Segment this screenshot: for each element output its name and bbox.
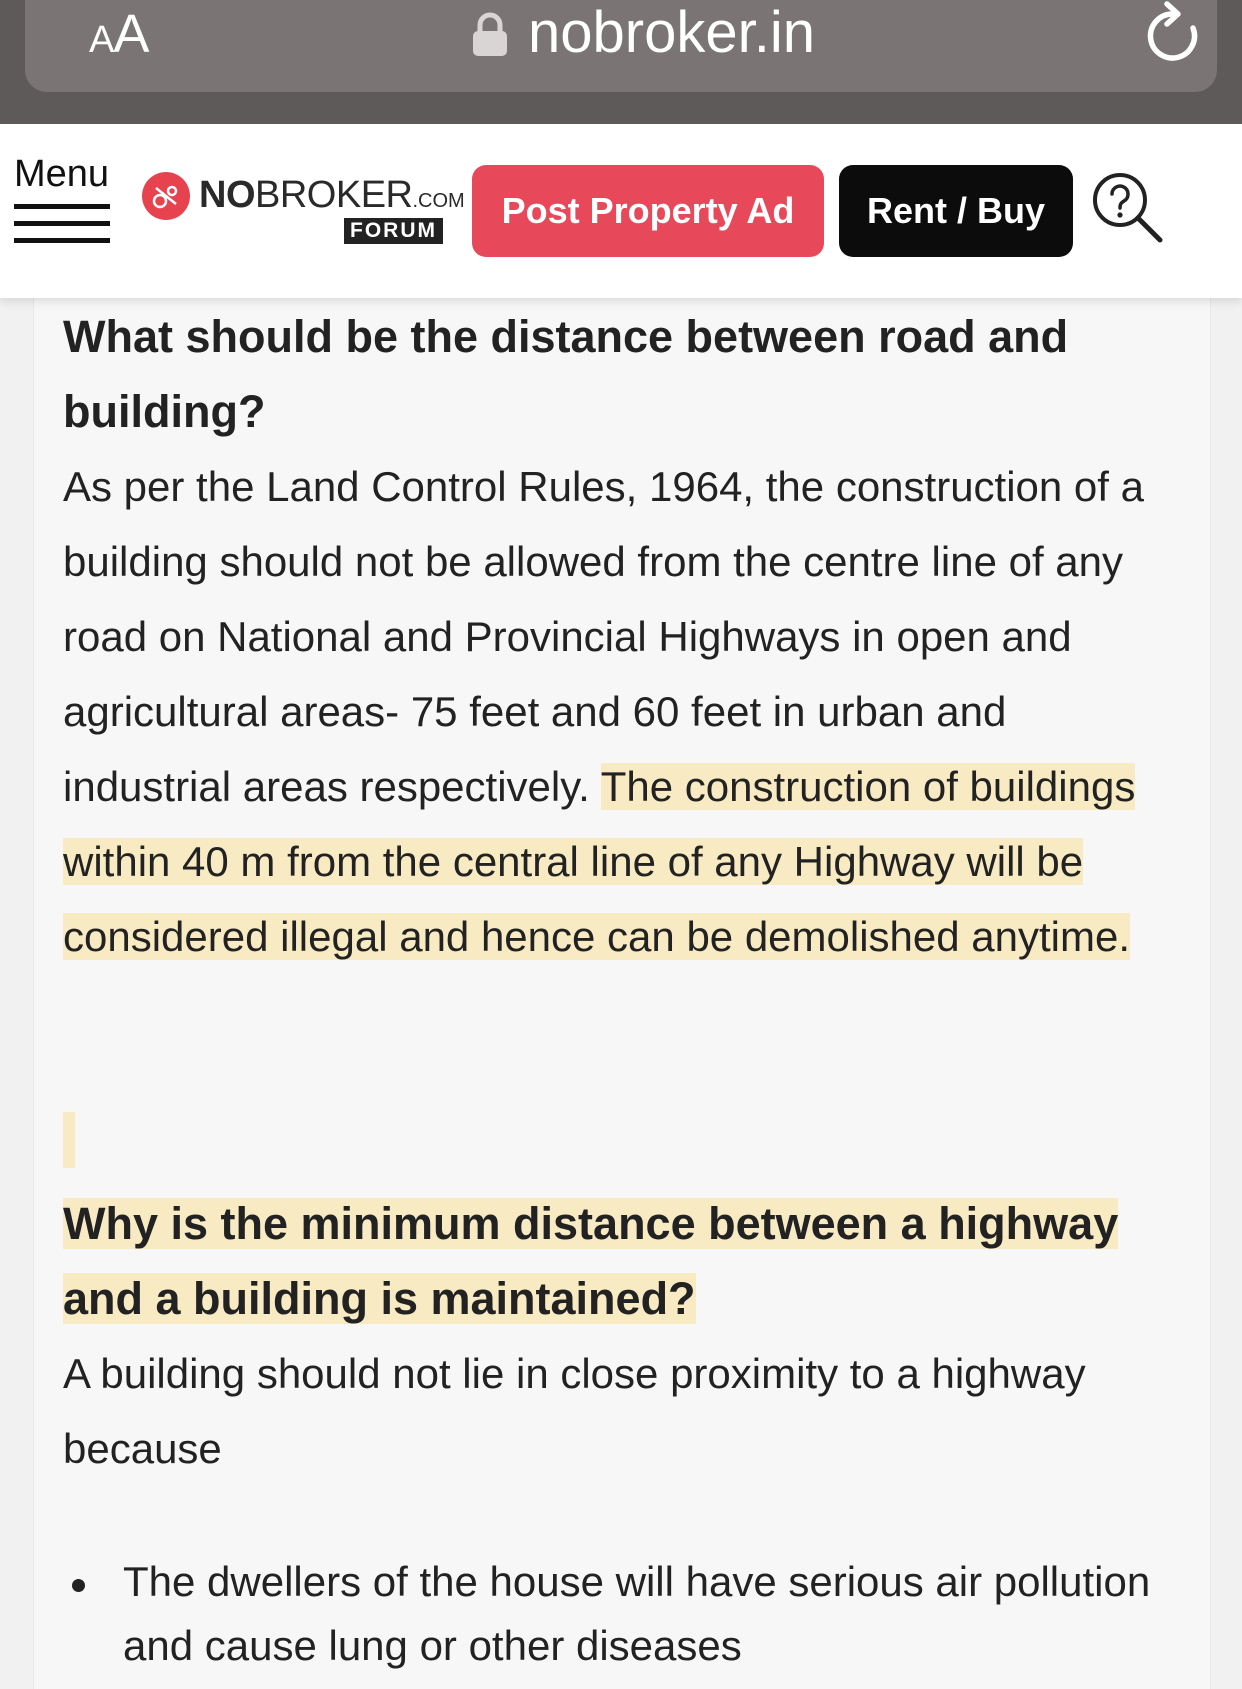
question-2-highlighted-text[interactable]: Why is the minimum distance between a highway and a building is maintained?: [63, 1198, 1119, 1324]
url-text[interactable]: nobroker.in: [528, 0, 815, 65]
search-help-icon[interactable]: [1090, 170, 1164, 244]
answer-paragraph-2: A building should not lie in close proximity to a highway because: [63, 1350, 1086, 1472]
question-heading-2: [63, 1186, 1183, 1336]
hamburger-icon: [14, 204, 110, 255]
answer-paragraph-1: [63, 449, 1183, 974]
list-item: The dwellers of the house will have serious air pollution and cause lung or other diseases: [63, 1550, 1183, 1678]
menu-label: Menu: [14, 153, 110, 195]
answer-1-highlighted-text[interactable]: The construction of buildings within 40 m from the central line of any Highway will be considered illegal and hence can be demolished anytime.: [63, 763, 1136, 960]
reader-text-size-button[interactable]: AA: [89, 4, 149, 64]
browser-toolbar: [0, 0, 1242, 124]
address-bar[interactable]: [25, 0, 1217, 92]
post-property-ad-button[interactable]: Post Property Ad: [472, 165, 824, 257]
question-heading-1: What should be the distance between road and building?: [63, 311, 1069, 437]
site-header: [0, 124, 1242, 298]
menu-button[interactable]: [14, 154, 114, 254]
reload-icon[interactable]: [1143, 0, 1203, 66]
answer-1-text: As per the Land Control Rules, 1964, the construction of a building should not be allowed from the centre line of any road on National and Provincial Highways in open and agricultural areas- 75 feet and 60 feet in urban and industrial areas respectively.: [63, 463, 1144, 810]
rent-buy-button[interactable]: Rent / Buy: [839, 165, 1073, 257]
article-content: [63, 298, 1183, 1678]
logo-mark-icon: [142, 172, 190, 220]
selection-caret: [63, 1112, 75, 1168]
logo-forum-tag: FORUM: [344, 218, 443, 244]
reasons-list: [63, 1550, 1183, 1678]
nobroker-logo[interactable]: [142, 168, 465, 248]
logo-wordmark: NOBROKER.COM: [199, 174, 465, 216]
lock-icon: [472, 12, 508, 56]
